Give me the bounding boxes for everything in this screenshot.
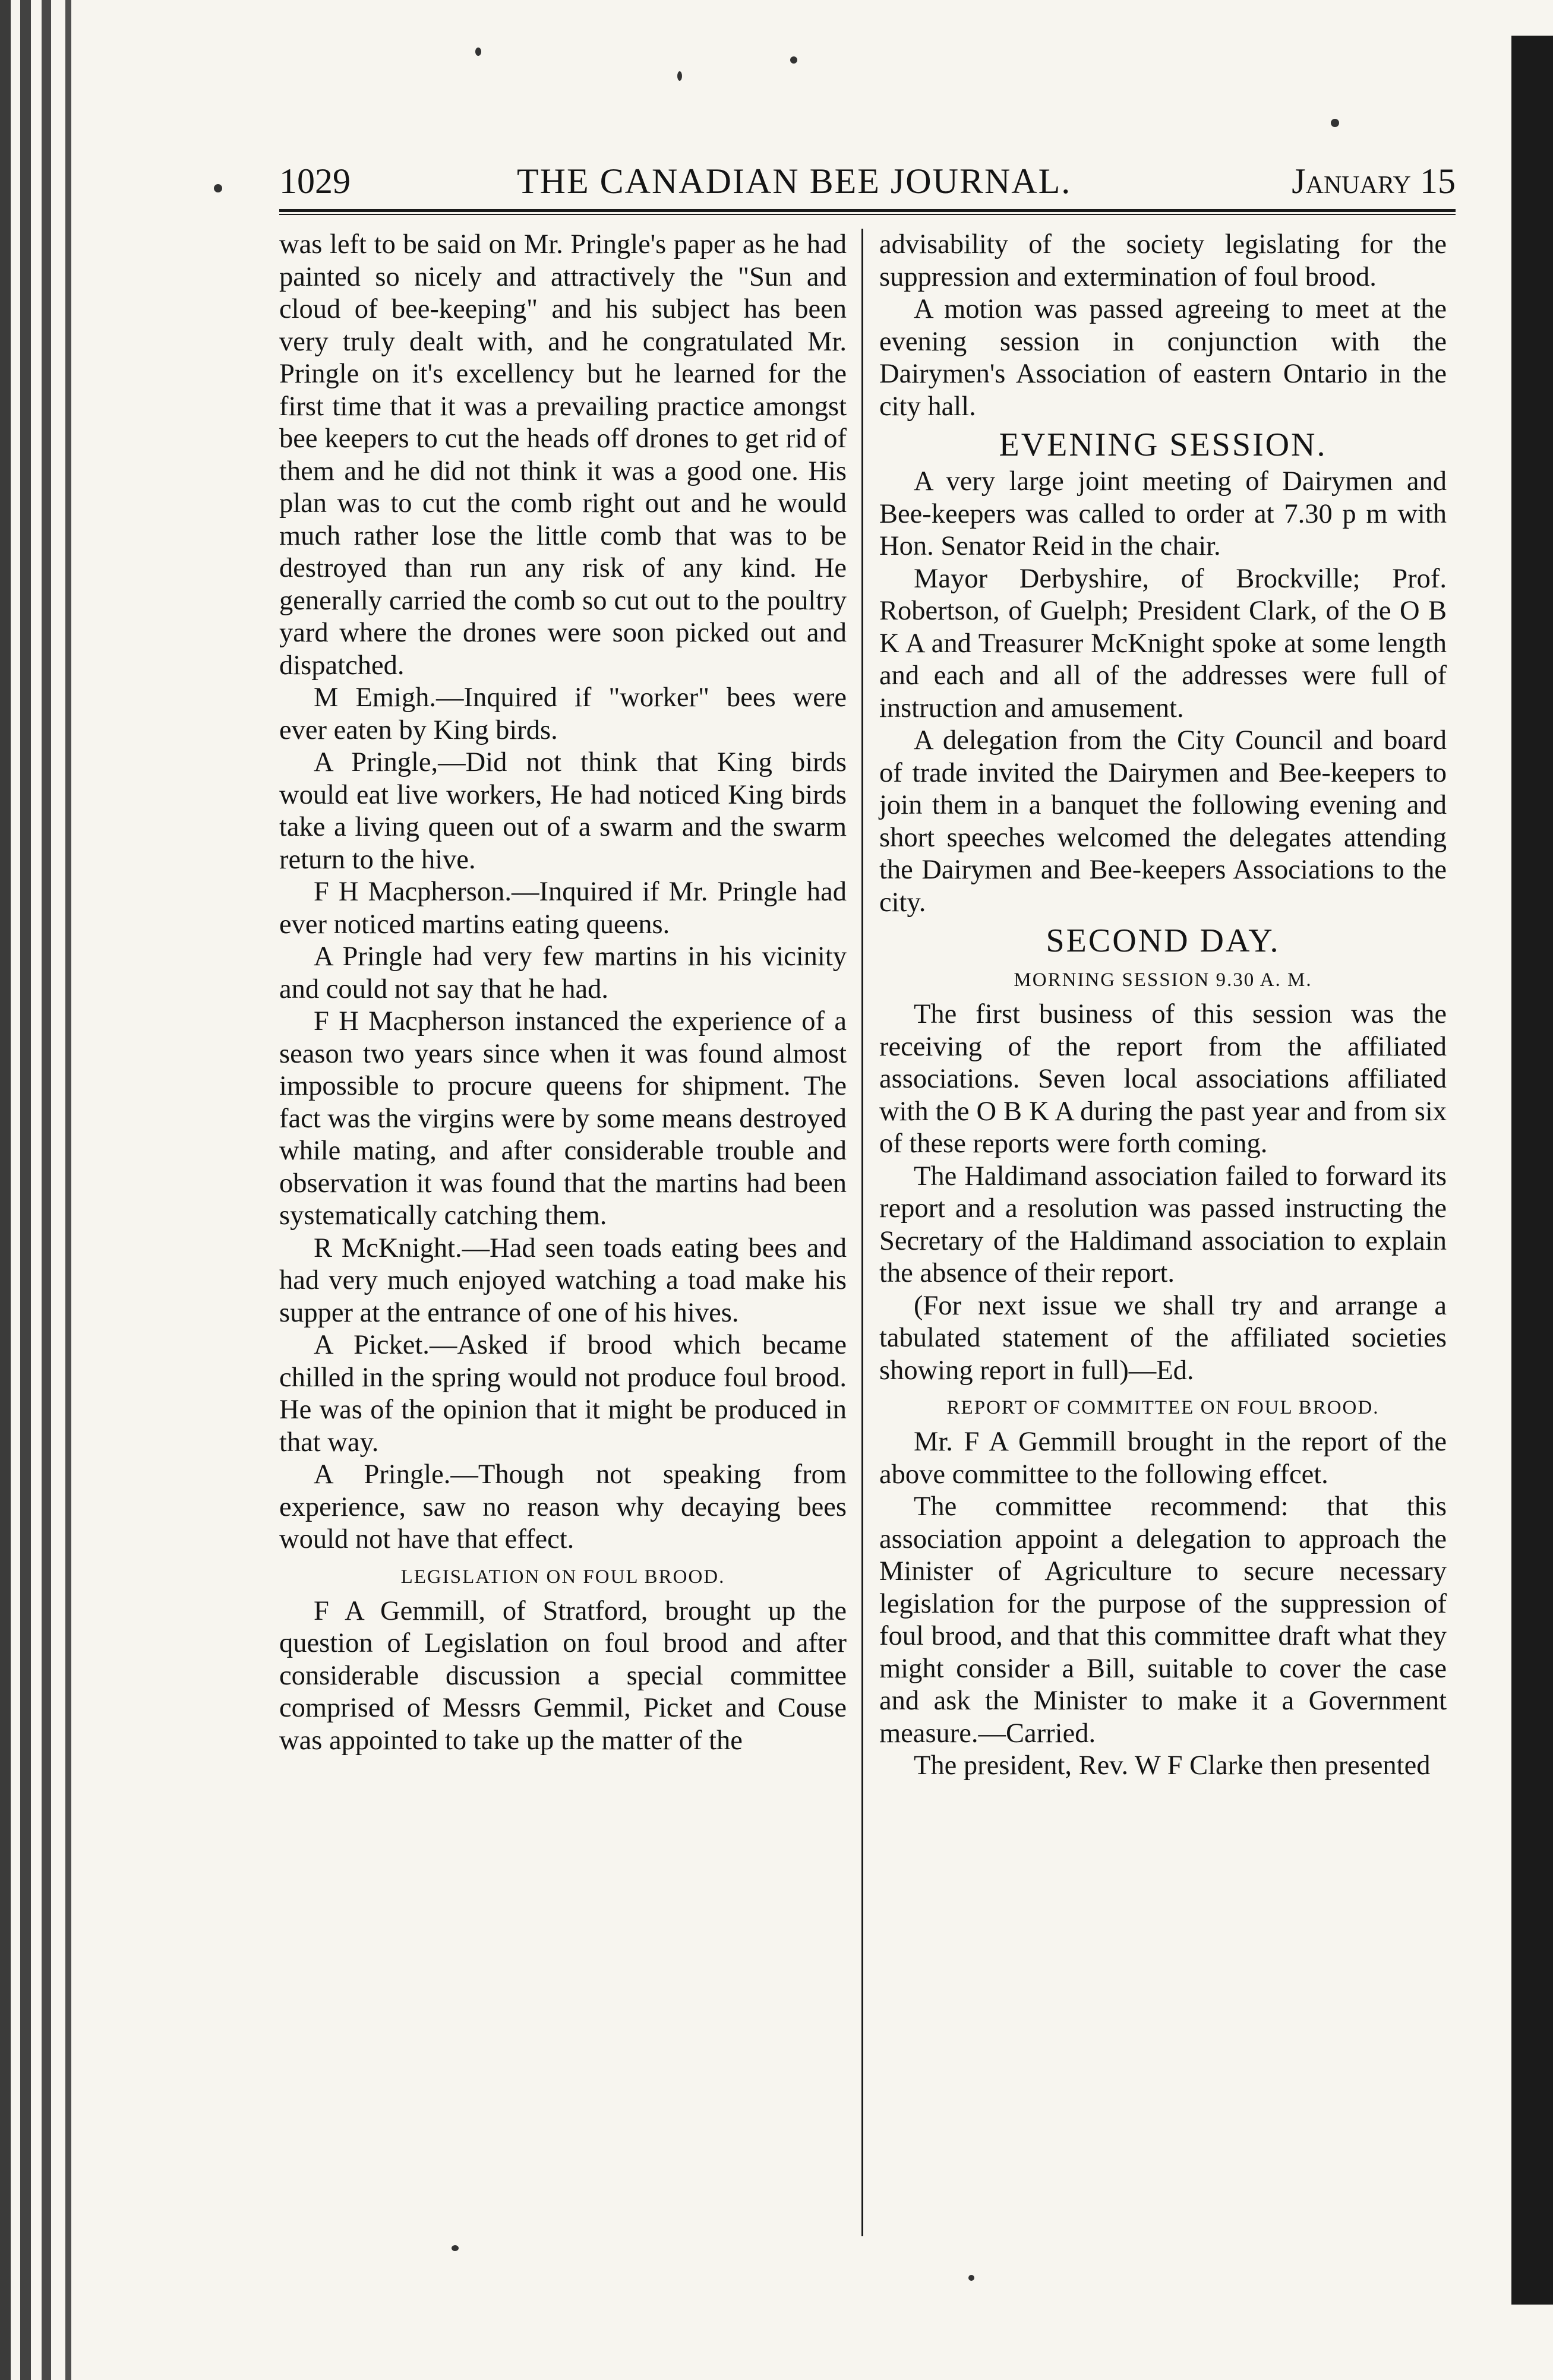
page-binding-edge [0, 0, 101, 2380]
scan-speck [968, 2275, 974, 2281]
paragraph: Mr. F A Gemmill brought in the report of the above committee to the following effcet. [879, 1427, 1447, 1490]
scan-speck [790, 56, 797, 64]
header-rule-thin [279, 214, 1456, 215]
scan-speck [214, 184, 222, 192]
issue-date: January 15 [1292, 162, 1456, 201]
paragraph: The first business of this session was the receiving of the report from the affiliated associations. Seven local associations affiliated with the O B K A during the past year and from six of these reports were forth coming. [879, 999, 1447, 1159]
scan-speck [1331, 119, 1339, 127]
paragraph: A Pringle had very few martins in his vicinity and could not say that he had. [279, 941, 847, 1004]
paragraph: was left to be said on Mr. Pringle's paper as he had painted so nicely and attractively the "Sun and cloud of bee-keeping" and his subject has been very truly dealt with, and he congratulated Mr. Pringle on it's excellency but he learned for the first time that it was a prevailing practice amongst bee keepers to cut the heads off drones to get rid of them and he did not think it was a good one. His plan was to cut the comb right out and he would much rather lose the little comb that was to be destroyed than run any risk of any kind. He generally carried the comb so cut out to the poultry yard where the drones were soon picked out and dispatched. [279, 229, 847, 681]
paragraph: F H Macpherson instanced the experience of a season two years since when it was found almost impossible to procure queens for shipment. The fact was the virgins were by some means destroyed while mating, and after considerable trouble and observation it was found that the martins had been systematically catching them. [279, 1006, 847, 1231]
column-divider [861, 229, 863, 2236]
paragraph: R McKnight.—Had seen toads eating bees and had very much enjoyed watching a toad make his supper at the entrance of one of his hives. [279, 1232, 847, 1328]
paragraph: M Emigh.—Inquired if "worker" bees were ever eaten by King birds. [279, 682, 847, 745]
section-heading-second-day: SECOND DAY. [1046, 922, 1280, 959]
section-heading-report: REPORT OF COMMITTEE ON FOUL BROOD. [946, 1397, 1380, 1418]
right-column [879, 229, 1447, 1782]
paragraph: Mayor Derbyshire, of Brockville; Prof. Robertson, of Guelph; President Clark, of the O B K A and Treasurer McKnight spoke at some length and each and all of the addresses were full of instruction and amusement. [879, 563, 1447, 723]
paragraph: A very large joint meeting of Dairymen and Bee-keepers was called to order at 7.30 p m with Hon. Senator Reid in the chair. [879, 466, 1447, 561]
paragraph: The president, Rev. W F Clarke then presented [914, 1750, 1431, 1781]
right-scan-edge [1511, 36, 1553, 2305]
paragraph: A Pringle,—Did not think that King birds would eat live workers, He had noticed King birds take a living queen out of a swarm and the swarm return to the hive. [279, 747, 847, 875]
paragraph: (For next issue we shall try and arrange a tabulated statement of the affiliated societies showing report in full)—Ed. [879, 1290, 1447, 1386]
paragraph: A motion was passed agreeing to meet at the evening session in conjunction with the Dairymen's Association of eastern Ontario in the city hall. [879, 294, 1447, 422]
page-header [279, 154, 1456, 214]
paragraph: A delegation from the City Council and board of trade invited the Dairymen and Bee-keepers to join them in a banquet the following evening and short speeches welcomed the delegates attending the Dairymen and Bee-keepers Associations to the city. [879, 725, 1447, 918]
section-heading-legislation: LEGISLATION ON FOUL BROOD. [400, 1566, 725, 1588]
scan-speck [677, 71, 682, 81]
paragraph: The committee recommend: that this association appoint a delegation to approach the Minister of Agriculture to secure necessary legislation for the purpose of the suppression of foul brood, and that this committee draft what they might consider a Bill, suitable to cover the case and ask the Minister to make it a Government measure.—Carried. [879, 1491, 1447, 1749]
paragraph: A Picket.—Asked if brood which became chilled in the spring would not produce foul brood. He was of the opinion that it might be produced in that way. [279, 1330, 847, 1458]
paragraph: A Pringle.—Though not speaking from experience, saw no reason why decaying bees would not have that effect. [279, 1459, 847, 1554]
header-rule [279, 209, 1456, 212]
section-heading-morning: MORNING SESSION 9.30 A. M. [1014, 969, 1312, 991]
left-column [279, 229, 847, 1757]
journal-title: THE CANADIAN BEE JOURNAL. [517, 162, 1072, 201]
section-heading-evening: EVENING SESSION. [999, 426, 1327, 463]
paragraph: advisability of the society legislating for the suppression and extermination of foul brood. [879, 229, 1447, 292]
paragraph: F H Macpherson.—Inquired if Mr. Pringle had ever noticed martins eating queens. [279, 877, 847, 940]
paragraph: F A Gemmill, of Stratford, brought up the question of Legislation on foul brood and after considerable discussion a special committee comprised of Messrs Gemmil, Picket and Couse was appointed to take up the matter of the [279, 1595, 847, 1756]
scan-speck [475, 48, 481, 56]
page-number: 1029 [279, 162, 351, 201]
scan-speck [452, 2245, 459, 2251]
paragraph: The Haldimand association failed to forward its report and a resolution was passed instructing the Secretary of the Haldimand association to explain the absence of their report. [879, 1161, 1447, 1288]
